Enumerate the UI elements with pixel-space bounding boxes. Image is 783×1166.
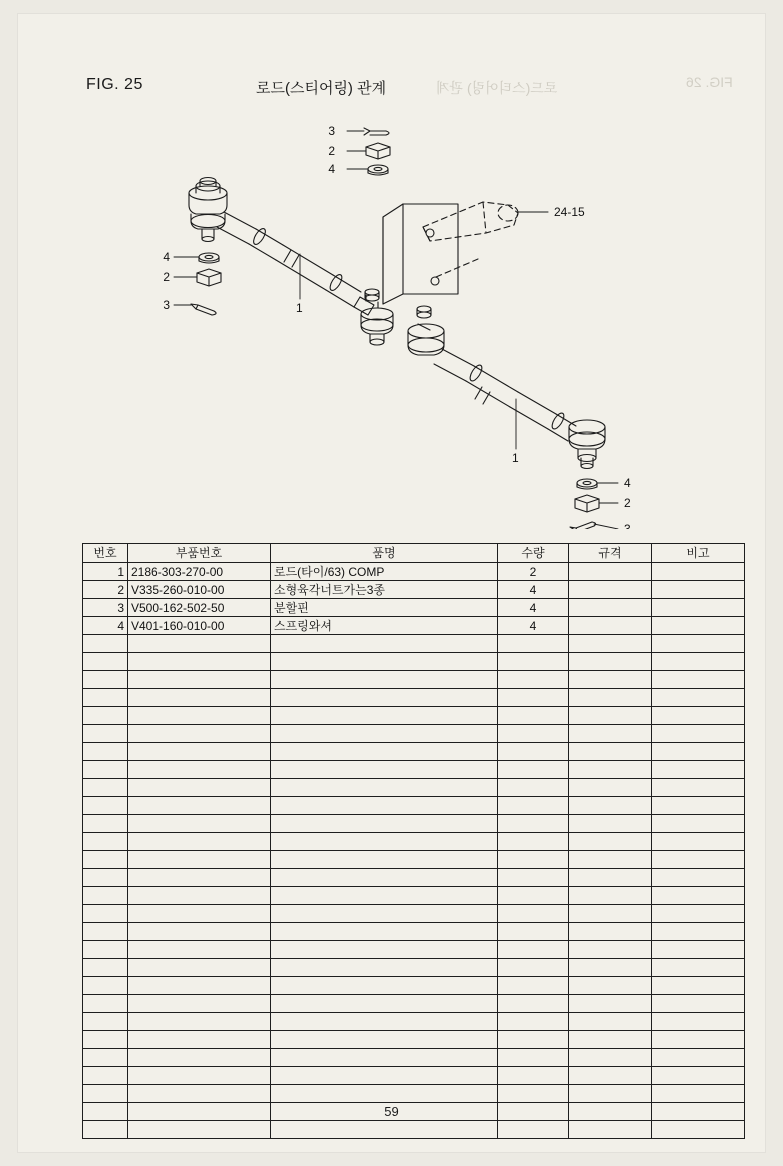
cell-spec [569,1121,652,1139]
cell-qty: 4 [498,599,569,617]
cell-no [83,1031,128,1049]
callout-left-4: 4 [163,250,170,264]
cell-no [83,671,128,689]
table-row [83,1085,745,1103]
cell-qty [498,1121,569,1139]
table-row [83,689,745,707]
cell-remark [652,905,745,923]
cell-remark [652,707,745,725]
cell-no [83,923,128,941]
table-row [83,887,745,905]
table-row [83,1013,745,1031]
cell-name [271,959,498,977]
cell-qty [498,1085,569,1103]
cell-part [128,1013,271,1031]
cell-no [83,959,128,977]
cell-remark [652,635,745,653]
cell-remark [652,959,745,977]
cell-name: 분할핀 [271,599,498,617]
bleedthrough-figure-label: FIG. 26 [686,74,733,90]
cell-name [271,1013,498,1031]
cell-remark [652,851,745,869]
cell-qty [498,905,569,923]
cell-name [271,923,498,941]
cell-qty [498,761,569,779]
cell-spec [569,707,652,725]
cell-spec [569,1085,652,1103]
cell-no [83,707,128,725]
cell-no [83,689,128,707]
cell-qty [498,815,569,833]
cell-name [271,797,498,815]
table-row [83,1049,745,1067]
cell-part [128,707,271,725]
cell-part [128,833,271,851]
table-row [83,1067,745,1085]
cell-part [128,1067,271,1085]
cell-qty [498,1031,569,1049]
cell-part [128,797,271,815]
cell-name [271,869,498,887]
cell-spec [569,653,652,671]
cell-spec [569,743,652,761]
cell-part [128,869,271,887]
callout-right-2: 2 [624,496,631,510]
cell-part [128,1121,271,1139]
table-row [83,941,745,959]
table-row [83,617,745,635]
cell-no: 4 [83,617,128,635]
cell-part: V335-260-010-00 [128,581,271,599]
cell-remark [652,941,745,959]
cell-name [271,941,498,959]
cell-part [128,1031,271,1049]
cell-no [83,1121,128,1139]
figure-label: FIG. 25 [86,76,143,93]
cell-no [83,869,128,887]
cell-part [128,761,271,779]
page-sheet [18,14,765,1152]
cell-name [271,995,498,1013]
table-row [83,761,745,779]
cell-name [271,887,498,905]
cell-qty [498,671,569,689]
cell-remark [652,887,745,905]
cell-qty [498,995,569,1013]
cell-no [83,779,128,797]
cell-spec [569,833,652,851]
cell-remark [652,923,745,941]
cell-name [271,1067,498,1085]
cell-qty [498,887,569,905]
callout-top-4: 4 [328,162,335,176]
cell-qty [498,833,569,851]
table-row [83,635,745,653]
cell-part [128,887,271,905]
cell-no [83,1049,128,1067]
cell-qty [498,797,569,815]
table-row [83,581,745,599]
cell-name [271,1049,498,1067]
cell-qty [498,977,569,995]
cell-remark [652,815,745,833]
cell-spec [569,563,652,581]
cell-remark [652,617,745,635]
cell-spec [569,977,652,995]
table-row [83,599,745,617]
cell-remark [652,797,745,815]
cell-part [128,779,271,797]
cell-qty [498,689,569,707]
cell-spec [569,851,652,869]
cell-no [83,635,128,653]
cell-spec [569,905,652,923]
cell-remark [652,1067,745,1085]
cell-qty: 4 [498,581,569,599]
cell-name [271,1121,498,1139]
cell-remark [652,1121,745,1139]
cell-name [271,689,498,707]
table-row [83,1121,745,1139]
cell-name [271,653,498,671]
cell-no [83,743,128,761]
cell-remark [652,689,745,707]
cell-spec [569,1049,652,1067]
cell-part [128,995,271,1013]
callout-right-4: 4 [624,476,631,490]
cell-no: 2 [83,581,128,599]
cell-spec [569,923,652,941]
cell-part [128,689,271,707]
cell-name: 스프링와셔 [271,617,498,635]
cell-no [83,725,128,743]
cell-spec [569,887,652,905]
cell-remark [652,599,745,617]
callout-top-3: 3 [328,124,335,138]
table-row [83,671,745,689]
cell-no [83,977,128,995]
cell-spec [569,815,652,833]
table-row [83,869,745,887]
cell-qty [498,851,569,869]
table-body [83,563,745,1139]
header-name: 품명 [271,544,498,563]
table-row [83,725,745,743]
cell-no: 1 [83,563,128,581]
cell-part [128,851,271,869]
cell-part [128,905,271,923]
cell-name [271,1085,498,1103]
cell-remark [652,779,745,797]
figure-title: 로드(스티어링) 관계 [256,80,387,97]
cell-name [271,779,498,797]
cell-spec [569,1031,652,1049]
table-row [83,923,745,941]
cell-remark [652,1013,745,1031]
table-row [83,653,745,671]
cell-name [271,707,498,725]
cell-name: 소형육각너트가는3종 [271,581,498,599]
cell-qty [498,707,569,725]
cell-remark [652,725,745,743]
cell-no [83,1013,128,1031]
cell-qty [498,941,569,959]
cell-no [83,833,128,851]
cell-spec [569,941,652,959]
cell-qty [498,1049,569,1067]
table-header-row [83,544,745,563]
cell-no [83,1067,128,1085]
cell-part [128,1049,271,1067]
bleedthrough-title: 로드(스티어링) 관계 [436,80,558,96]
cell-no [83,761,128,779]
table-row [83,851,745,869]
cell-no [83,905,128,923]
cell-no [83,887,128,905]
cell-name [271,833,498,851]
callout-bracket-24-15: 24-15 [554,205,585,219]
parts-table [82,543,745,1139]
cell-qty [498,635,569,653]
header-remark: 비고 [652,544,745,563]
cell-spec [569,671,652,689]
table-row [83,905,745,923]
cell-spec [569,1067,652,1085]
cell-no: 3 [83,599,128,617]
cell-spec [569,1013,652,1031]
cell-spec [569,635,652,653]
cell-remark [652,671,745,689]
table-row [83,563,745,581]
cell-part: V401-160-010-00 [128,617,271,635]
cell-no [83,851,128,869]
header-spec: 규격 [569,544,652,563]
cell-name: 로드(타이/63) COMP [271,563,498,581]
cell-spec [569,761,652,779]
cell-remark [652,653,745,671]
cell-part [128,743,271,761]
callout-left-2: 2 [163,270,170,284]
cell-remark [652,563,745,581]
cell-remark [652,1049,745,1067]
cell-qty [498,725,569,743]
header-qty: 수량 [498,544,569,563]
cell-qty [498,959,569,977]
cell-qty [498,923,569,941]
cell-no [83,941,128,959]
cell-qty [498,779,569,797]
cell-no [83,797,128,815]
cell-part [128,923,271,941]
cell-part: 2186-303-270-00 [128,563,271,581]
cell-part [128,941,271,959]
table-row [83,977,745,995]
cell-spec [569,725,652,743]
cell-remark [652,833,745,851]
cell-qty: 2 [498,563,569,581]
cell-no [83,1085,128,1103]
cell-part: V500-162-502-50 [128,599,271,617]
cell-name [271,635,498,653]
exploded-parts-drawing [78,109,738,529]
cell-name [271,851,498,869]
cell-part [128,671,271,689]
cell-remark [652,977,745,995]
cell-spec [569,995,652,1013]
cell-qty [498,1067,569,1085]
cell-spec [569,779,652,797]
table-row [83,815,745,833]
cell-part [128,959,271,977]
cell-qty [498,743,569,761]
cell-spec [569,689,652,707]
table-row [83,797,745,815]
cell-qty [498,653,569,671]
callout-right-3: 3 [624,522,631,529]
cell-qty [498,869,569,887]
table-row [83,743,745,761]
callout-rod-right: 1 [512,451,519,465]
cell-name [271,725,498,743]
callout-left-3: 3 [163,298,170,312]
callout-top-2: 2 [328,144,335,158]
cell-part [128,1085,271,1103]
cell-no [83,815,128,833]
cell-name [271,815,498,833]
cell-spec [569,869,652,887]
cell-name [271,761,498,779]
cell-remark [652,743,745,761]
cell-part [128,653,271,671]
table-row [83,995,745,1013]
callout-rod-left: 1 [296,301,303,315]
cell-part [128,977,271,995]
cell-qty [498,1013,569,1031]
page-number: 59 [384,1104,399,1119]
cell-name [271,743,498,761]
cell-remark [652,1031,745,1049]
cell-no [83,995,128,1013]
cell-spec [569,959,652,977]
cell-spec [569,599,652,617]
cell-part [128,725,271,743]
cell-name [271,977,498,995]
cell-remark [652,581,745,599]
header-part: 부품번호 [128,544,271,563]
table-row [83,779,745,797]
cell-name [271,905,498,923]
cell-name [271,1031,498,1049]
cell-part [128,635,271,653]
header-no: 번호 [83,544,128,563]
table-row [83,1031,745,1049]
cell-remark [652,869,745,887]
table-row [83,959,745,977]
cell-remark [652,761,745,779]
cell-remark [652,995,745,1013]
cell-qty: 4 [498,617,569,635]
cell-name [271,671,498,689]
cell-spec [569,581,652,599]
cell-part [128,815,271,833]
table-row [83,833,745,851]
cell-no [83,653,128,671]
cell-spec [569,617,652,635]
table-row [83,707,745,725]
cell-spec [569,797,652,815]
cell-remark [652,1085,745,1103]
